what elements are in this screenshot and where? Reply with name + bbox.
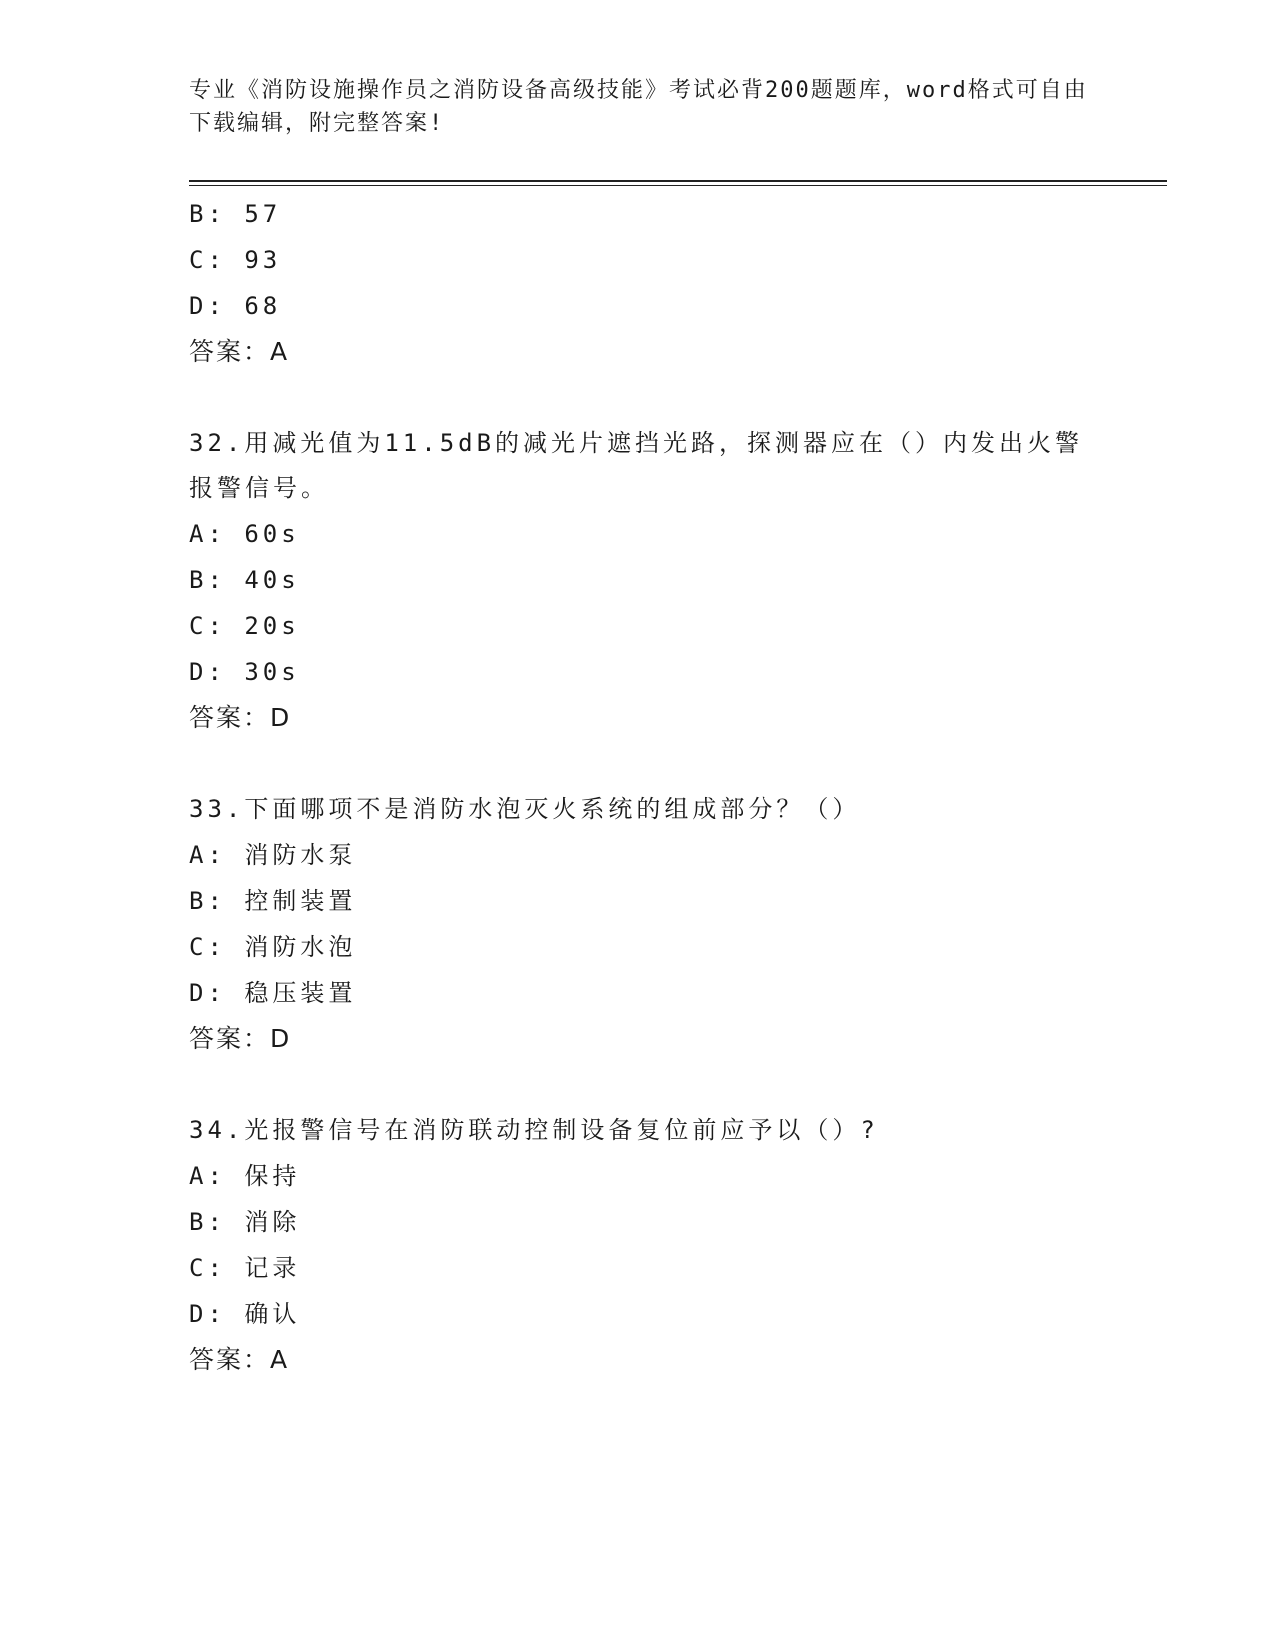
option-d: D: 稳压装置 <box>189 979 357 1007</box>
spacer <box>189 1062 1089 1108</box>
previous-question-tail <box>189 191 1089 375</box>
option-d: D: 30s <box>189 658 300 686</box>
header-divider-thin <box>189 185 1167 186</box>
answer-line: 答案：A <box>189 337 290 366</box>
page-header: 专业《消防设施操作员之消防设备高级技能》考试必背200题题库，word格式可自由下载编辑，附完整答案! <box>189 78 1088 136</box>
option-c: C: 记录 <box>189 1254 301 1282</box>
answer-line: 答案：A <box>189 1345 290 1374</box>
option-a: A: 消防水泵 <box>189 841 357 869</box>
option-d: D: 确认 <box>189 1300 301 1328</box>
option-b: B: 控制装置 <box>189 887 357 915</box>
option-b: B: 40s <box>189 566 300 594</box>
question-34 <box>189 1108 1089 1383</box>
question-text: 33.下面哪项不是消防水泡灭火系统的组成部分？（） <box>189 795 861 823</box>
spacer <box>189 375 1089 421</box>
question-text: 34.光报警信号在消防联动控制设备复位前应予以（）? <box>189 1116 879 1144</box>
option-c: C: 20s <box>189 612 300 640</box>
option-a: A: 保持 <box>189 1162 301 1190</box>
option-a: A: 60s <box>189 520 300 548</box>
question-text: 32.用减光值为11.5dB的减光片遮挡光路，探测器应在（）内发出火警报警信号。 <box>189 429 1084 502</box>
option-c: C: 消防水泡 <box>189 933 357 961</box>
answer-line: 答案：D <box>189 1024 292 1053</box>
question-list <box>189 191 1089 1383</box>
question-32 <box>189 421 1089 741</box>
answer-line: 答案：D <box>189 703 292 732</box>
header-divider-thick <box>189 180 1167 182</box>
option-c: C: 93 <box>189 246 282 274</box>
question-33 <box>189 787 1089 1062</box>
option-d: D: 68 <box>189 292 282 320</box>
option-b: B: 消除 <box>189 1208 301 1236</box>
spacer <box>189 741 1089 787</box>
option-b: B: 57 <box>189 200 282 228</box>
